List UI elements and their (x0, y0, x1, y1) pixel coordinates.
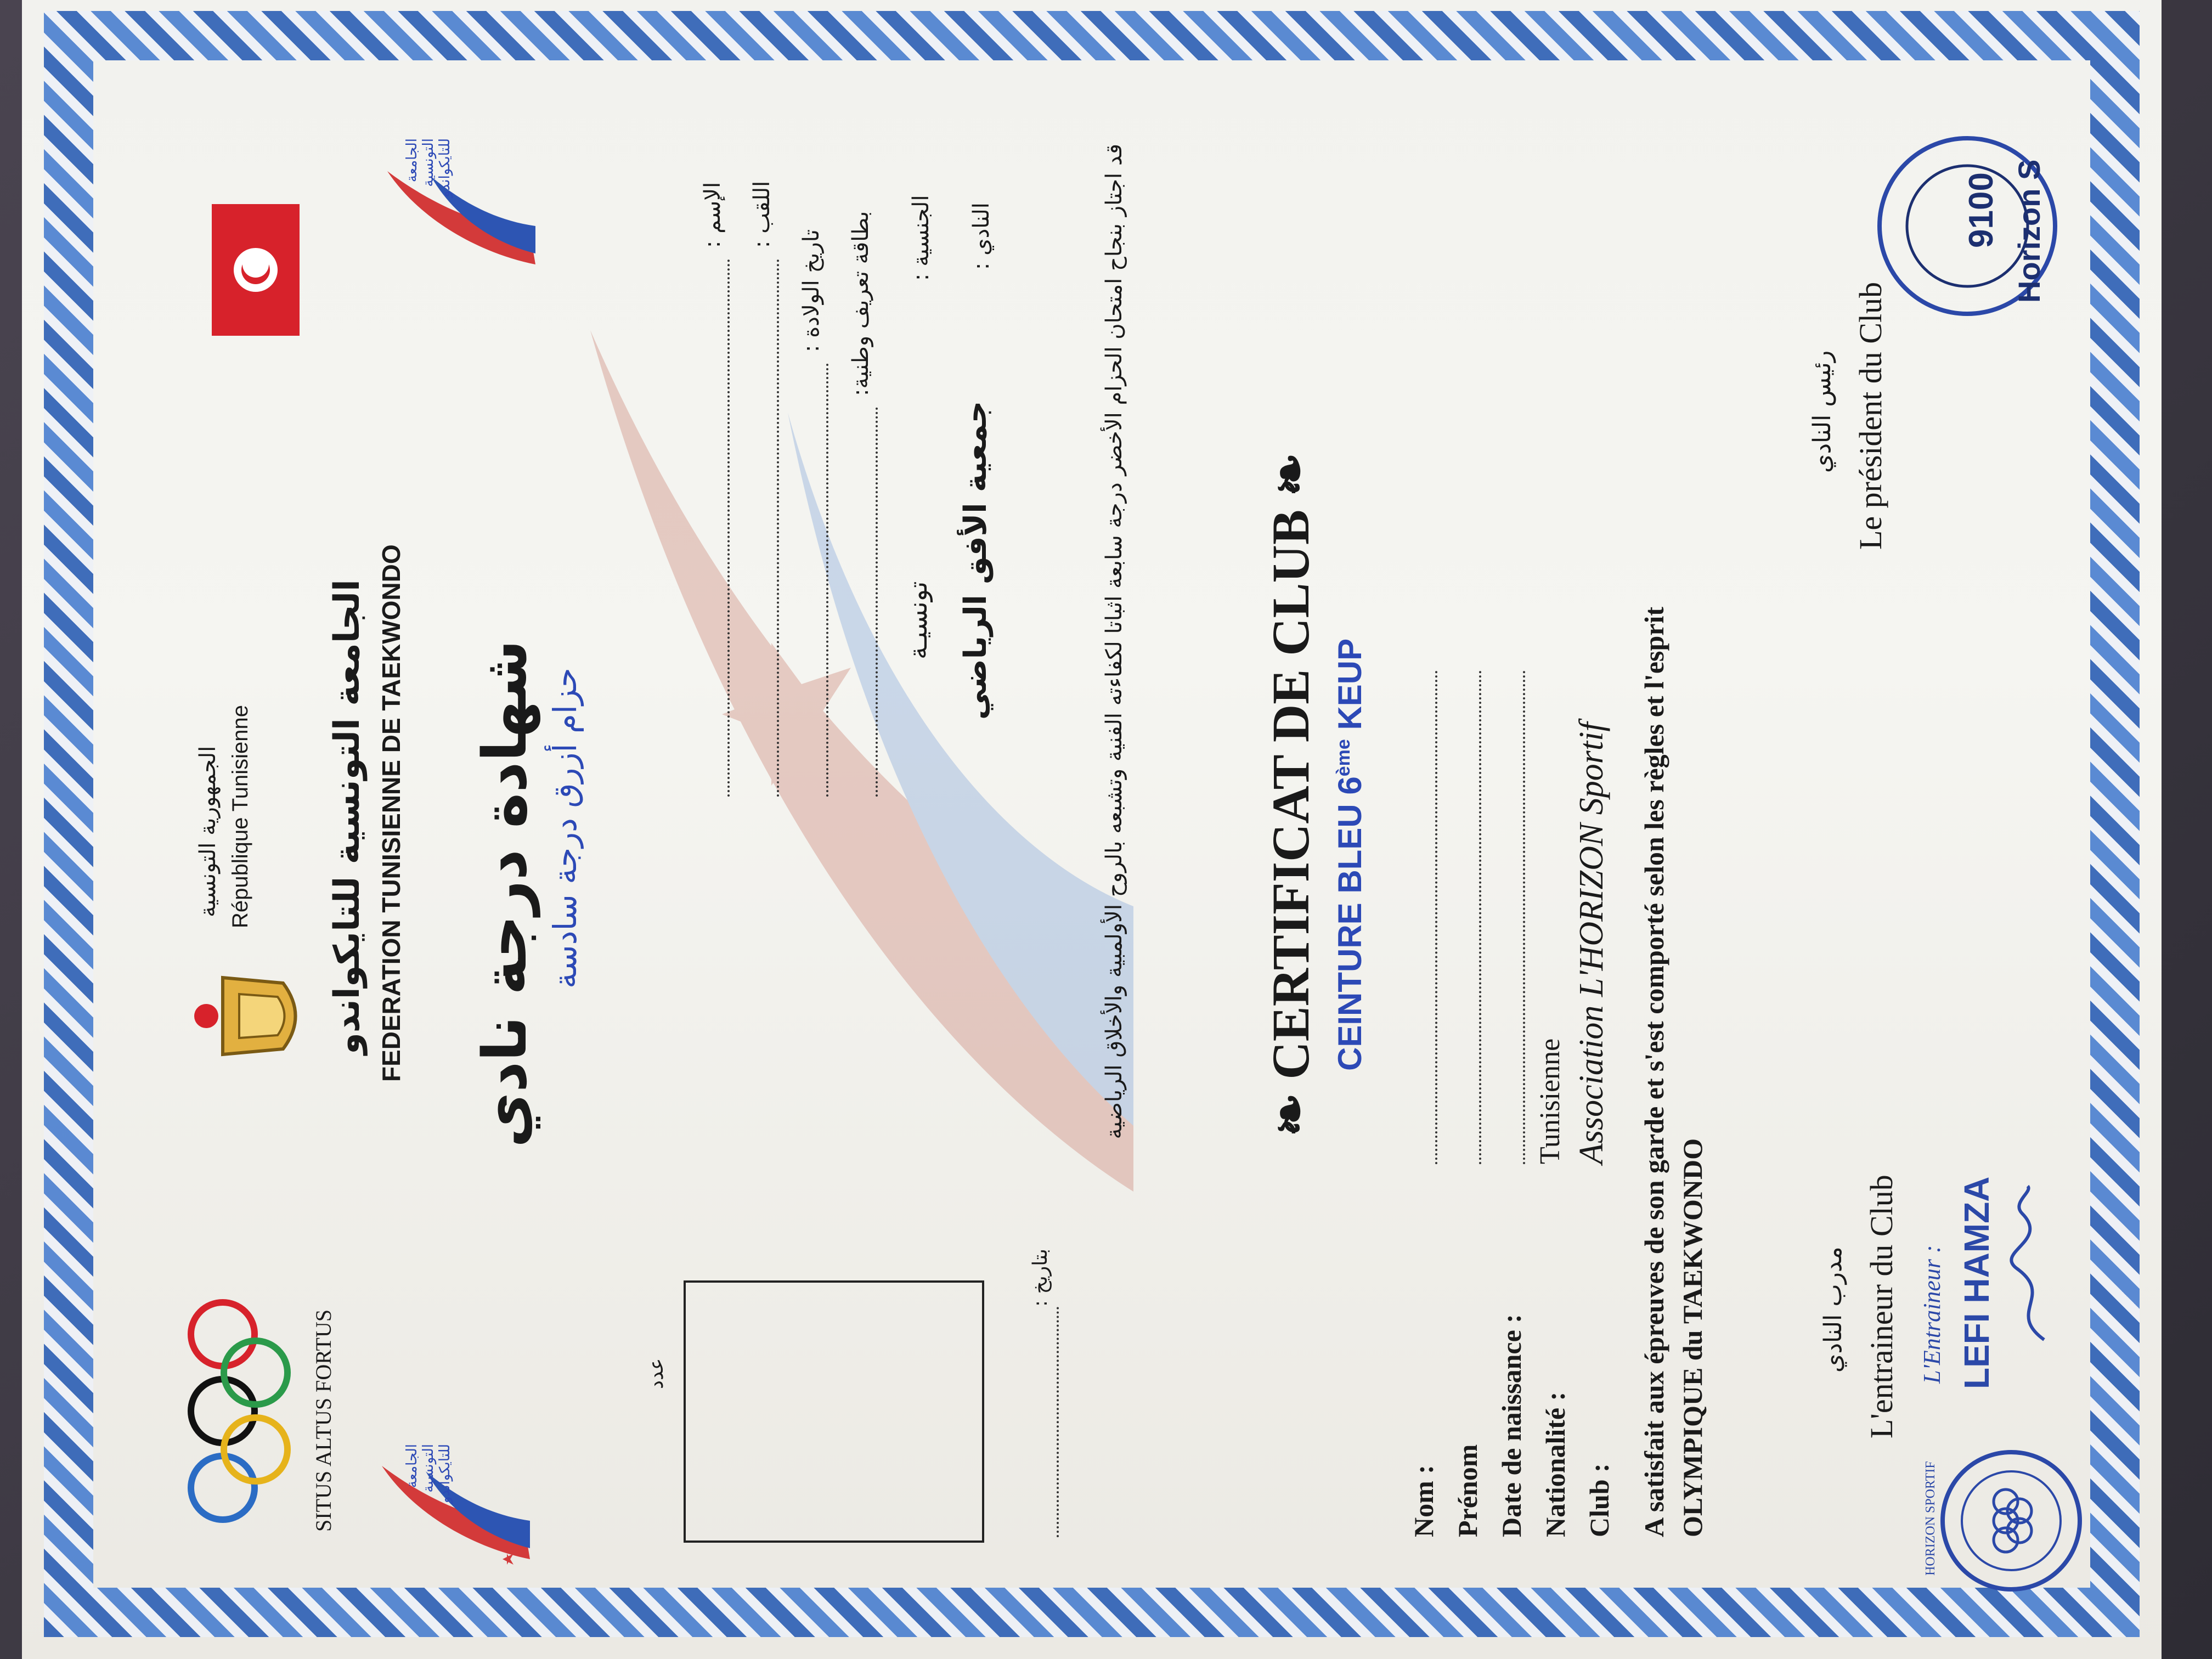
republic-ar: الجمهورية التونسية (195, 746, 221, 917)
photo-box (684, 1280, 984, 1543)
olympic-rings-icon (184, 1296, 294, 1526)
ar-club-label: النادي : (969, 202, 994, 270)
ar-name-line (727, 259, 730, 797)
ar-date-label: بتاريخ : (1029, 1248, 1052, 1307)
certificate-frame (129, 40, 2083, 1620)
belt-grade-suffix: KEUP (1331, 638, 1368, 740)
ornament-left-icon: ❧ (1261, 1092, 1320, 1137)
fr-club-label: Club : (1584, 1463, 1615, 1537)
coach-signature-icon (1995, 1181, 2061, 1345)
coach-club-stamp-icon (1934, 1444, 2088, 1598)
coat-of-arms-icon (190, 961, 311, 1071)
ar-surname-line (777, 259, 779, 797)
ar-birth-label: تاريخ الولادة : (799, 229, 824, 352)
belt-grade-sup: ème (1333, 739, 1354, 777)
fr-birth-line (1523, 670, 1525, 1164)
french-title-text: CERTIFICAT DE CLUB (1261, 509, 1320, 1080)
motto: SITUS ALTUS FORTUS (311, 1309, 336, 1532)
ar-id-label: بطاقة تعريف وطنية: (848, 211, 873, 396)
coach-stamp-line1: L'Entraineur : (1918, 1245, 1945, 1384)
ar-statement: قد اجتاز بنجاح امتحان الحزام الأخضر درجة سابعة اثباتا لكفاءته الفنية وتشبعه بالروح الأولمبية والأخلاق الرياضية (1102, 144, 1127, 1139)
federation-logo-left-icon (365, 1449, 541, 1581)
number-label: عدد (645, 1358, 668, 1389)
federation-ar: الجامعة التونسية للتايكواندو (327, 579, 368, 1054)
ar-id-line (876, 407, 878, 797)
fr-nom-line (1435, 670, 1437, 1164)
ar-club-value: جمعية الأفق الرياضي (958, 400, 994, 720)
fr-statement-2: OLYMPIQUE du TAEKWONDO (1677, 1138, 1708, 1537)
president-stamp-text: Horizon S (2012, 159, 2046, 303)
ar-name-label: الإسم : (700, 182, 725, 248)
watermark-logo (557, 303, 1161, 1235)
ar-nationality-value: تونسيـة (903, 581, 933, 659)
fr-club-value: Association L'HORIZON Sportif (1573, 722, 1610, 1164)
fr-prenom-label: Prénom (1452, 1444, 1483, 1537)
ar-date-line (1057, 1307, 1059, 1537)
belt-grade-prefix: CEINTURE BLEU 6 (1331, 776, 1368, 1071)
ar-birth-line (826, 363, 828, 797)
coach-fr: L'entraineur du Club (1864, 1175, 1899, 1438)
belt-grade (1331, 639, 1369, 1071)
fr-nationality-label: Nationalité : (1540, 1391, 1571, 1537)
coach-club-stamp-text: HORIZON SPORTIF (1923, 1461, 1938, 1576)
president-fr: Le président du Club (1853, 281, 1888, 550)
ornament-right-icon: ❧ (1261, 452, 1320, 496)
fr-statement-1: A satisfait aux épreuves de son garde et s'est comporté selon les règles et l'esprit (1639, 606, 1669, 1537)
federation-logo-right-text: الجامعة التونسية للتايكواندو (404, 138, 453, 198)
ar-nationality-label: الجنسية : (909, 195, 934, 281)
coach-ar: مدرب النادي (1819, 1246, 1847, 1373)
french-title (1260, 453, 1321, 1137)
arabic-title: شهادة درجة نادي (470, 640, 540, 1148)
president-ar: رئيس النادي (1808, 350, 1836, 473)
coach-stamp-name: LEFI HAMZA (1957, 1176, 1996, 1389)
fr-prenom-line (1479, 670, 1481, 1164)
president-stamp-code: 9100 (1962, 172, 2000, 248)
ar-surname-label: اللقب : (749, 180, 775, 248)
republic-fr: République Tunisienne (228, 705, 252, 928)
fr-birth-label: Date de naissance : (1496, 1314, 1527, 1537)
federation-logo-right-icon (371, 155, 546, 286)
tunisia-flag-icon (212, 204, 300, 336)
arabic-subtitle: حزام أزرق درجة سادسة (546, 668, 584, 989)
federation-logo-left-text: الجامعة التونسية للتايكواندو (404, 1444, 453, 1503)
fr-nationality-value: Tunisienne (1534, 1038, 1566, 1164)
fr-nom-label: Nom : (1408, 1465, 1439, 1537)
federation-fr: FEDERATION TUNISIENNE DE TAEKWONDO (377, 544, 405, 1082)
